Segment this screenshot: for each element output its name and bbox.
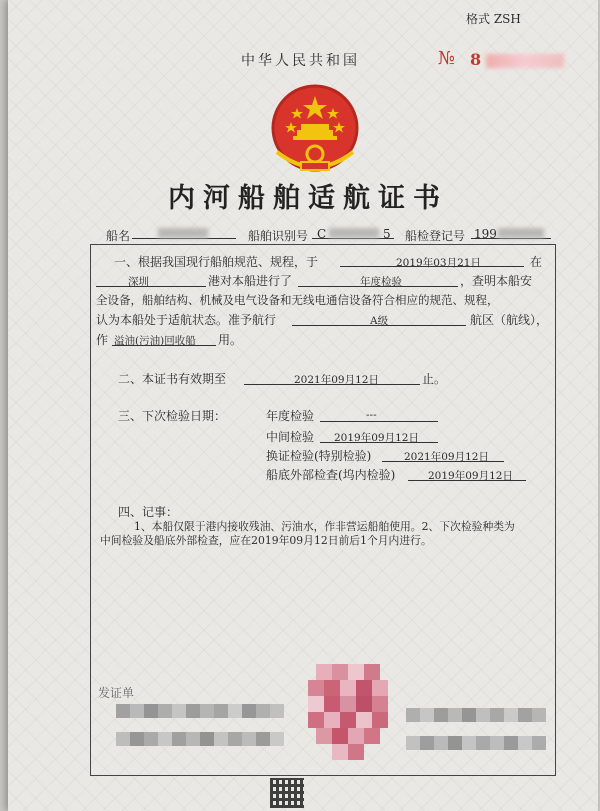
serial-number-redacted (486, 54, 564, 68)
certificate-title: 内河船舶适航证书 (168, 183, 448, 214)
s3-item-1-value: 2019年09月12日 (334, 432, 419, 444)
s2-label: 二、本证书有效期至 (118, 372, 227, 386)
s3-label: 三、下次检验日期： (118, 409, 227, 423)
s3-item-1-label: 中间检验 (266, 430, 315, 444)
s1-line1-prefix: 一、根据我国现行船舶规范、规程，于 (114, 255, 319, 269)
s3-item-0-value: --- (366, 409, 377, 421)
s1-port: 深圳 (128, 276, 149, 288)
s4-line1: 1、本船仅限于港内接收残油、污油水，作非营运船舶使用。2、下次检验种类为 (134, 520, 515, 533)
s1-zone-suffix: 航区（航线）， (470, 313, 549, 327)
s1-zone: A级 (370, 315, 389, 327)
s1-line2-mid: 港对本船进行了 (208, 274, 293, 288)
issuer-label: 发证单 (98, 686, 135, 700)
reg-no-visible: 199 (474, 227, 497, 241)
s1-date: 2019年03月21日 (396, 257, 481, 269)
s4-label: 四、记事： (118, 505, 179, 519)
reg-no-redacted (498, 228, 544, 238)
s2-date: 2021年09月12日 (294, 374, 379, 386)
s3-item-3-label: 船底外部检查(坞内检验) (266, 468, 396, 482)
country-name: 中华人民共和国 (241, 53, 360, 69)
s2-suffix: 止。 (422, 372, 447, 386)
s1-at: 在 (530, 255, 543, 269)
certificate-sheet (8, 0, 598, 811)
format-code: 格式 ZSH (466, 12, 521, 26)
ship-name-redacted (158, 228, 208, 238)
s1-line4-prefix: 认为本船处于适航状态。准予航行 (96, 313, 277, 327)
s3-item-3-value: 2019年09月12日 (428, 470, 513, 482)
ship-id-visible-end: 5 (383, 227, 391, 241)
s1-use-prefix: 作 (96, 333, 109, 347)
redacted-stamp-pixelation (96, 664, 566, 776)
qr-code-icon (270, 778, 304, 808)
ship-name-label: 船名 (106, 229, 131, 243)
serial-number-visible: 8 (470, 50, 482, 69)
s1-inspection-type: 年度检验 (360, 276, 402, 288)
national-emblem-icon (263, 78, 367, 182)
s3-item-2-label: 换证检验(特别检验) (266, 449, 372, 463)
s1-use-suffix: 用。 (218, 333, 243, 347)
s3-item-0-label: 年度检验 (266, 409, 315, 423)
s1-line3: 全设备，船舶结构、机械及电气设备和无线电通信设备符合相应的规范、规程， (96, 293, 499, 307)
s1-line2-suffix: ，查明本船安 (460, 274, 533, 288)
serial-prefix: № (438, 48, 456, 69)
s3-item-2-value: 2021年09月12日 (404, 451, 489, 463)
s4-line2: 中间检验及船底外部检查，应在2019年09月12日前后1个月内进行。 (100, 534, 432, 547)
s1-usage: 溢油(污油)回收船 (114, 335, 196, 347)
reg-no-label: 船检登记号 (405, 229, 466, 243)
ship-id-visible: C (317, 227, 327, 241)
ship-id-label: 船舶识别号 (248, 229, 309, 243)
ship-id-redacted (329, 228, 379, 238)
